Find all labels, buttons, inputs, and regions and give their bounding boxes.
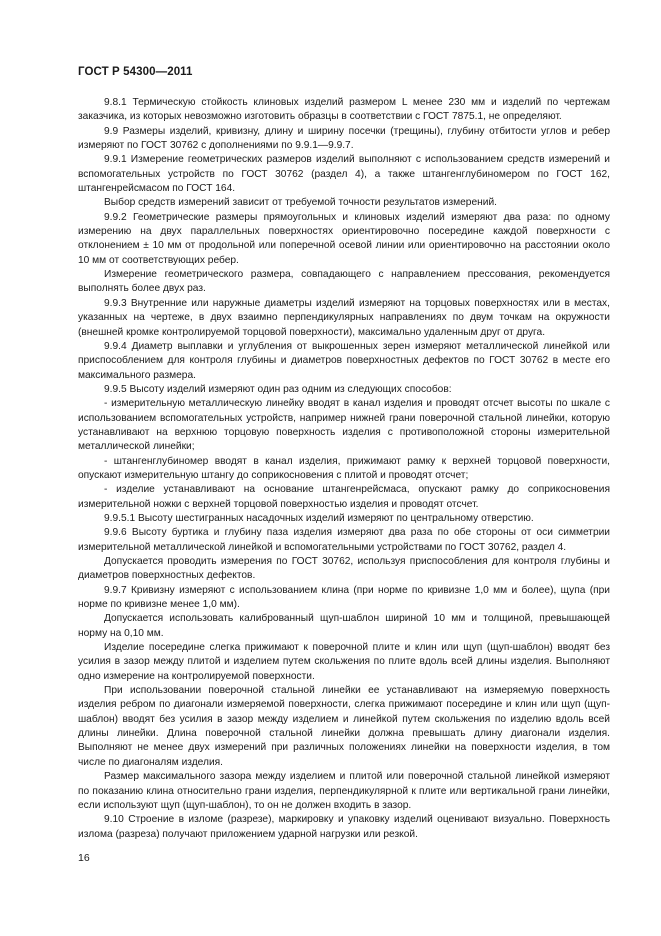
paragraph-9-9: 9.9 Размеры изделий, кривизну, длину и ширину посечки (трещины), глубину отбитости углов и ребер измеряют по ГОСТ 30762 с дополнениями по 9.9.1—9.9.7. xyxy=(78,125,610,152)
paragraph: Изделие посередине слегка прижимают к поверочной плите и клин или щуп (щуп-шаблон) вводят без усилия в зазор между плитой и изделием путем скольжения по плите вдоль всей длины изделия. Выполняют одно измерение на контролируемой поверхности. xyxy=(78,642,610,682)
list-item: - изделие устанавливают на основание штангенрейсмаса, опускают рамку до соприкосновения измерительной ножки с верхней торцовой поверхностью изделия и проводят отсчет. xyxy=(78,484,610,510)
list-item: - измерительную металлическую линейку вводят в канал изделия и проводят отсчет высоты по шкале с использованием вспомогательных устройств, например нижней грани поверочной стальной линейки, которую устанавливают на верхнюю торцовую поверхность изделия с противоположной стороны измерительной металлической линейки; xyxy=(78,398,610,453)
paragraph-9-9-5: 9.9.5 Высоту изделий измеряют один раз одним из следующих способов: xyxy=(104,383,452,395)
paragraph-9-9-5-1: 9.9.5.1 Высоту шестигранных насадочных изделий измеряют по центральному отверстию. xyxy=(104,512,534,524)
paragraph: При использовании поверочной стальной линейки ее устанавливают на измеряемую поверхность изделия ребром по диагонали измеряемой поверхности, слегка прижимают посередине и клин или щуп (щуп-шаблон) вводят без усилия в зазор между изделием и линейкой путем скольжения по изделию вдоль всей длины линейки. Длина поверочной стальной линейки должна превышать длину диагонали изделия. Выполняют не менее двух измерений при различных положениях линейки на поверхности изделия, в том числе по диагоналям изделия. xyxy=(78,685,610,768)
paragraph: Допускается использовать калиброванный щуп-шаблон шириной 10 мм и толщиной, превышающей норму на 0,10 мм. xyxy=(78,613,610,639)
paragraph-9-9-1: 9.9.1 Измерение геометрических размеров изделий выполняют с использованием средств измерений и вспомогательных устройств по ГОСТ 30762 (раздел 4), а также штангенглубиномером по ГОСТ 162, штангенрейсмасом по ГОСТ 164. xyxy=(78,154,610,195)
list-item: - штангенглубиномер вводят в канал изделия, прижимают рамку к верхней торцовой поверхности, опускают измерительную штангу до соприкосновения с плитой и проводят отсчет; xyxy=(78,455,610,481)
page-number: 16 xyxy=(78,852,90,864)
paragraph-9-9-4: 9.9.4 Диаметр выплавки и углубления от выкрошенных зерен измеряют металлической линейкой или приспособлением для контроля глубины и диаметров поверхностных дефектов по ГОСТ 30762 в месте его максимального размера. xyxy=(78,340,610,381)
paragraph: Размер максимального зазора между изделием и плитой или поверочной стальной линейкой измеряют по показанию клина относительно грани изделия, перпендикулярной к плите или вертикальной грани линейки, если используют щуп (щуп-шаблон), то он не должен входить в зазор. xyxy=(78,771,610,811)
paragraph-9-9-3: 9.9.3 Внутренние или наружные диаметры изделий измеряют на торцовых поверхностях или в местах, указанных на чертеже, в двух взаимно перпендикулярных направлениях по двум точкам на окружности (внешней кромке контролируемой торцовой поверхности), максимально удаленным друг от друга. xyxy=(78,297,610,338)
paragraph-9-9-7: 9.9.7 Кривизну измеряют с использованием клина (при норме по кривизне 1,0 мм и более), щупа (при норме по кривизне менее 1,0 мм). xyxy=(78,584,610,611)
standard-header: ГОСТ Р 54300—2011 xyxy=(78,66,193,78)
paragraph-9-10: 9.10 Строение в изломе (разрезе), маркировку и упаковку изделий оценивают визуально. Поверхность излома (разреза) получают приложением ударной нагрузки или резкой. xyxy=(78,814,610,840)
paragraph-9-9-6: 9.9.6 Высоту буртика и глубину паза изделия измеряют два раза по обе стороны от оси симметрии измерительной металлической линейкой и вспомогательными устройствами по ГОСТ 30762, раздел 4. xyxy=(78,527,610,553)
paragraph: Допускается проводить измерения по ГОСТ 30762, используя приспособления для контроля глубины и диаметров поверхностных дефектов. xyxy=(78,556,610,582)
paragraph-9-9-2: 9.9.2 Геометрические размеры прямоугольных и клиновых изделий измеряют два раза: по одному измерению на двух параллельных поверхностях ориентировочно посередине каждой поверхности с отклонением ± 10 мм от продольной или поперечной осевой линии или ориентировочно на расстоянии около 10 мм от соответствующих ребер. xyxy=(78,211,610,266)
paragraph: Выбор средств измерений зависит от требуемой точности результатов измерений. xyxy=(104,197,497,209)
paragraph-9-8-1: 9.8.1 Термическую стойкость клиновых изделий размером L менее 230 мм и изделий по чертежам заказчика, из которых невозможно изготовить образцы в соответствии с ГОСТ 7875.1, не определяют. xyxy=(78,97,610,123)
paragraph: Измерение геометрического размера, совпадающего с направлением прессования, рекомендуется выполнять более двух раз. xyxy=(78,269,610,295)
document-body xyxy=(78,96,610,842)
